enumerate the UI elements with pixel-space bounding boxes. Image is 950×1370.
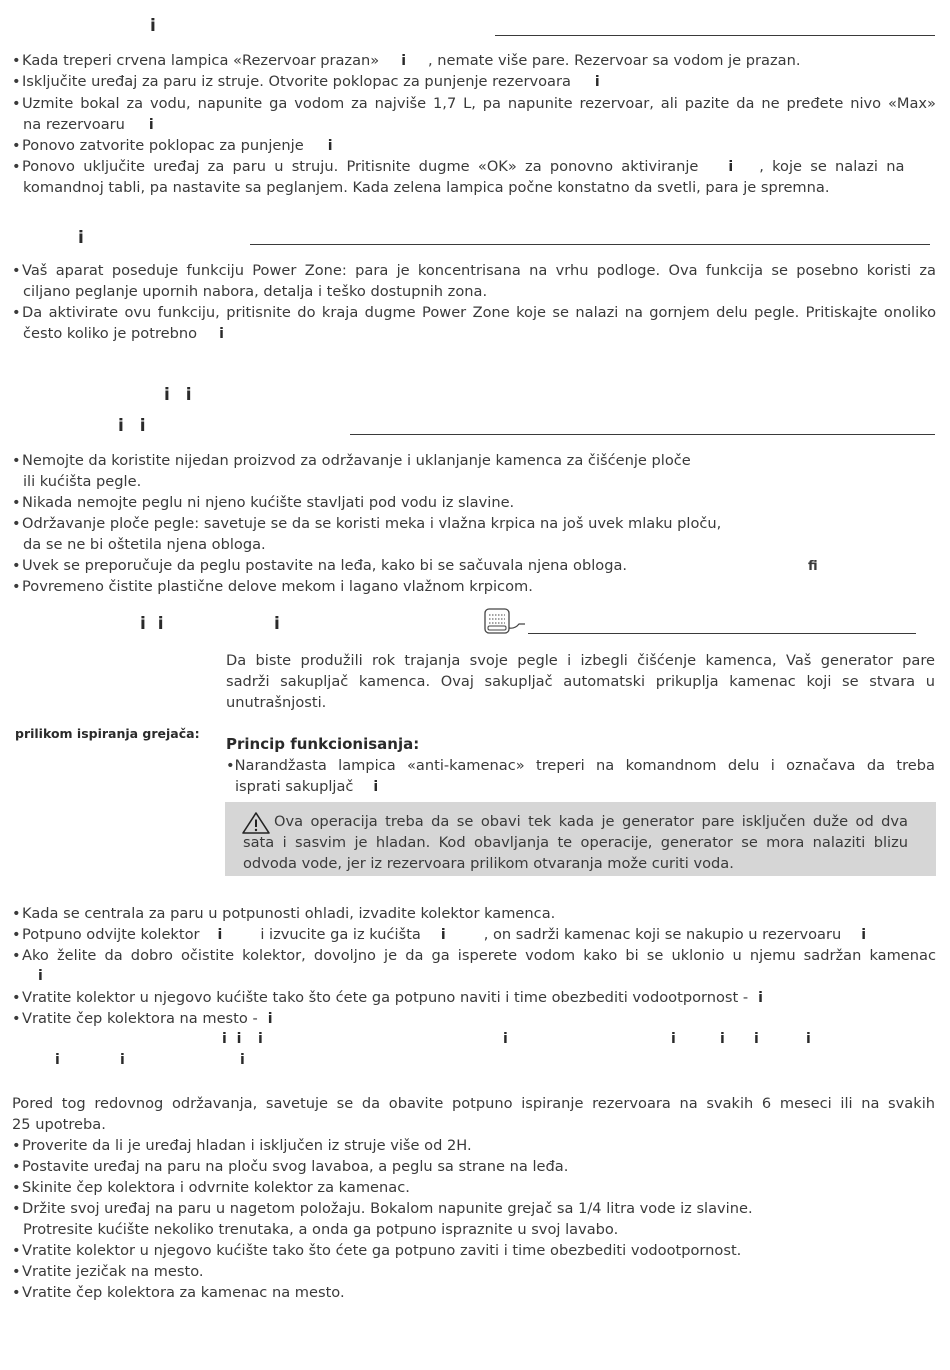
list-item: •Isključite uređaj za paru iz struje. Otvorite poklopac za punjenje rezervoara i — [12, 73, 600, 90]
figure-ref-mark: i — [267, 1011, 273, 1027]
list-item-continuation: da se ne bi oštetila njena obloga. — [23, 536, 266, 553]
list-item: •Da aktivirate ovu funkciju, pritisnite do kraja dugme Power Zone koje se nalazi na gornjem delu pegle. Pritiskajte onoliko — [12, 304, 936, 321]
section4-heading-mark: i i — [140, 614, 164, 634]
list-item-continuation: komandnoj tabli, pa nastavite sa peglanjem. Kada zelena lampica počne konstatno da svetli, para je spremna. — [23, 179, 830, 196]
section4-heading-mark: i — [274, 614, 280, 634]
stray-mark: i — [754, 1031, 759, 1047]
warning-line: sata i sasvim je hladan. Kod obavljanja te operacije, generator se mora nalaziti blizu — [243, 834, 908, 851]
list-item: •Održavanje ploče pegle: savetuje se da se koristi meka i vlažna krpica na još uvek mlaku ploču, — [12, 515, 722, 532]
list-item: •Vratite čep kolektora na mesto - i — [12, 1010, 273, 1027]
intro-line: sadrži sakupljač kamenca. Ovaj sakupljač automatski prikuplja kamenac koji se stvara u — [226, 673, 935, 690]
list-item-continuation: Protresite kućište nekoliko trenutaka, a onda ga potpuno ispraznite u svoj lavabo. — [23, 1221, 619, 1238]
figure-ref-mark: i — [758, 990, 763, 1006]
intro-line: 25 upotreba. — [12, 1116, 106, 1133]
stray-ligature-glyph: ﬁ — [808, 559, 818, 574]
intro-line: Da biste produžili rok trajanja svoje pegle i izbegli čišćenje kamenca, Vaš generator pare — [226, 652, 935, 669]
figure-ref-mark: i — [594, 74, 600, 90]
list-item: •Vratite kolektor u njegovo kućište tako što ćete ga potpuno zaviti i time obezbediti vodootpornost. — [12, 1242, 742, 1259]
list-item: •Skinite čep kolektora i odvrnite kolektor za kamenac. — [12, 1179, 410, 1196]
section1-divider — [495, 35, 935, 36]
warning-box — [225, 802, 936, 876]
figure-ref-mark: i — [38, 968, 43, 984]
steam-generator-icon — [483, 607, 527, 635]
intro-line: unutrašnjosti. — [226, 694, 327, 711]
list-item: •Ponovo zatvorite poklopac za punjenje i — [12, 137, 333, 154]
figure-ref-mark: i — [217, 927, 223, 943]
list-item: •Vratite jezičak na mesto. — [12, 1263, 204, 1280]
figure-ref-mark: i — [148, 117, 154, 133]
section2-heading-mark: i — [78, 228, 84, 248]
list-item-continuation: ili kućišta pegle. — [23, 473, 142, 490]
list-item: •Uzmite bokal za vodu, napunite ga vodom za najviše 1,7 L, pa napunite rezervoar, ali pazite da ne pređete nivo «Max» — [12, 95, 936, 112]
stray-mark: i — [120, 1052, 125, 1068]
figure-ref-mark: i — [373, 779, 379, 795]
list-item: •Uvek se preporučuje da peglu postavite na leđa, kako bi se sačuvala njena obloga. — [12, 557, 628, 574]
stray-mark: i — [240, 1052, 245, 1068]
figure-ref-mark: i — [401, 53, 407, 69]
stray-mark: i — [258, 1031, 263, 1047]
list-item: •Kada treperi crvena lampica «Rezervoar prazan» i , nemate više pare. Rezervoar sa vodom je prazan. — [12, 52, 801, 69]
list-item-continuation: isprati sakupljač i — [235, 778, 379, 795]
list-item: •Kada se centrala za paru u potpunosti ohladi, izvadite kolektor kamenca. — [12, 905, 556, 922]
stray-mark: i i — [222, 1031, 242, 1047]
list-item: •Vratite čep kolektora za kamenac na mesto. — [12, 1284, 345, 1301]
list-item: •Držite svoj uređaj na paru u nagetom položaju. Bokalom napunite grejač sa 1/4 litra vode iz slavine. — [12, 1200, 753, 1217]
list-item: •Vratite kolektor u njegovo kućište tako što ćete ga potpuno naviti i time obezbediti vodootpornost - i — [12, 989, 763, 1006]
stray-mark: i — [503, 1031, 508, 1047]
intro-line: Pored tog redovnog održavanja, savetuje se da obavite potpuno ispiranje rezervoara na svakih 6 meseci ili na svakih — [12, 1095, 935, 1112]
figure-ref-mark: i — [728, 159, 734, 175]
stray-mark: i — [55, 1052, 60, 1068]
section3-heading-mark: i i — [118, 416, 146, 436]
list-item: •Ako želite da dobro očistite kolektor, dovoljno je da ga isperete vodom kako bi se uklonio u njemu sadržan kamenac — [12, 947, 936, 964]
figure-ref-mark: i — [861, 927, 867, 943]
figure-ref-mark: i — [440, 927, 446, 943]
principle-title: Princip funkcionisanja: — [226, 735, 420, 753]
warning-line: odvoda vode, jer iz rezervoara prilikom otvaranja može curiti voda. — [243, 855, 734, 872]
list-item: •Postavite uređaj na paru na ploču svog lavaboa, a peglu sa strane na leđa. — [12, 1158, 569, 1175]
stray-mark: i — [806, 1031, 811, 1047]
section3-divider — [350, 434, 935, 435]
stray-mark: i — [671, 1031, 676, 1047]
list-item: •Povremeno čistite plastične delove mekom i lagano vlažnom krpicom. — [12, 578, 533, 595]
list-item: •Narandžasta lampica «anti-kamenac» treperi na komandnom delu i označava da treba — [226, 757, 935, 774]
list-item-continuation: često koliko je potrebno i — [23, 325, 224, 342]
list-item: •Nikada nemojte peglu ni njeno kućište stavljati pod vodu iz slavine. — [12, 494, 515, 511]
list-item: •Ponovo uključite uređaj za paru u struju. Pritisnite dugme «OK» za ponovno aktiviranje i , koje se nalazi na — [12, 158, 905, 175]
figure-ref-mark: i — [219, 326, 224, 342]
list-item-continuation: ciljano peglanje upornih nabora, detalja i teško dostupnih zona. — [23, 283, 488, 300]
side-label: prilikom ispiranja grejača: — [15, 726, 200, 741]
stray-mark: i — [720, 1031, 725, 1047]
list-item: •Proverite da li je uređaj hladan i isključen iz struje više od 2H. — [12, 1137, 472, 1154]
list-item-continuation: na rezervoaru i — [23, 116, 154, 133]
list-item: •Nemojte da koristite nijedan proizvod za održavanje i uklanjanje kamenca za čišćenje ploče — [12, 452, 691, 469]
warning-line: Ova operacija treba da se obavi tek kada je generator pare isključen duže od dva — [274, 813, 908, 830]
list-item: •Potpuno odvijte kolektor i i izvucite ga iz kućišta i , on sadrži kamenac koji se nakupio u rezervoaru i — [12, 926, 867, 943]
figure-ref-mark: i — [327, 138, 333, 154]
section1-heading-mark: i — [150, 16, 156, 36]
section2-divider — [250, 244, 930, 245]
section4-divider — [528, 633, 916, 634]
list-item: •Vaš aparat poseduje funkciju Power Zone: para je koncentrisana na vrhu podloge. Ova funkcija se posebno koristi za — [12, 262, 936, 279]
section3-heading-mark: i i — [164, 385, 192, 405]
